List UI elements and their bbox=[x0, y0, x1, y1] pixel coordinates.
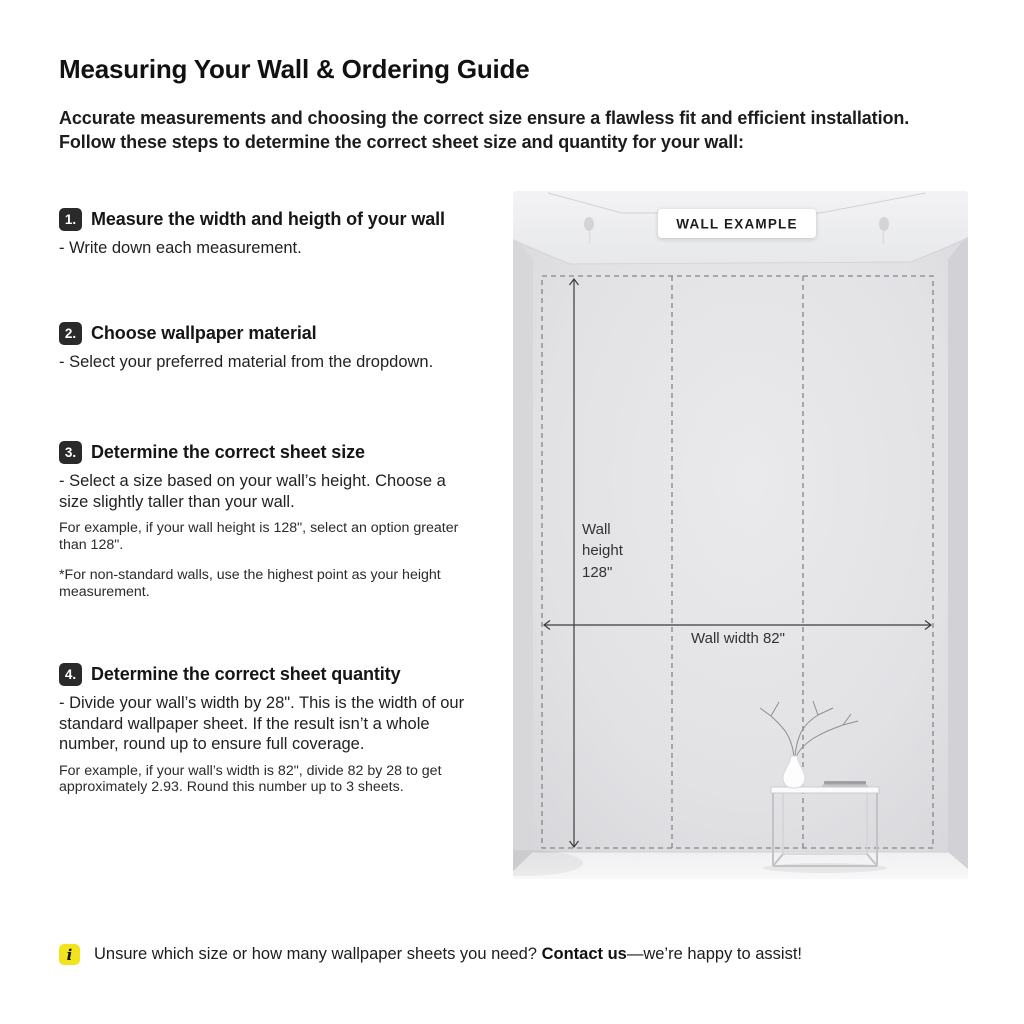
step-note-line: measurement. bbox=[59, 583, 150, 600]
step-example-line: than 128". bbox=[59, 536, 124, 553]
step-heading: Determine the correct sheet size bbox=[91, 442, 365, 462]
svg-text:Wall: Wall bbox=[582, 521, 611, 538]
step-body-line: - Select your preferred material from the dropdown. bbox=[59, 353, 434, 371]
svg-text:WALL EXAMPLE: WALL EXAMPLE bbox=[676, 216, 798, 232]
room-photo bbox=[513, 191, 968, 879]
step-example-line: approximately 2.93. Round this number up to 3 sheets. bbox=[59, 779, 404, 795]
step-sheet-quantity bbox=[59, 663, 464, 796]
right-side-wall bbox=[948, 235, 968, 869]
step-note-line: *For non-standard walls, use the highest point as your height bbox=[59, 567, 441, 583]
table-top bbox=[771, 787, 879, 793]
step-choose-material bbox=[59, 322, 433, 373]
footer-text-before: Unsure which size or how many wallpaper sheets you need? bbox=[94, 945, 542, 963]
footer-text bbox=[94, 945, 802, 964]
step-body-line: standard wallpaper sheet. If the result isn’t a whole bbox=[59, 714, 430, 733]
contact-us-link[interactable]: Contact us bbox=[541, 945, 627, 963]
svg-text:height: height bbox=[582, 542, 623, 559]
step-number-badge: 3. bbox=[59, 441, 82, 464]
step-example-line: For example, if your wall’s width is 82", divide 82 by 28 to get bbox=[59, 762, 442, 779]
step-heading: Measure the width and heigth of your wall bbox=[91, 209, 445, 229]
step-number-badge: 1. bbox=[59, 208, 82, 231]
step-number-badge: 2. bbox=[59, 322, 82, 345]
wall-width-label: Wall width 82" bbox=[691, 630, 785, 647]
step-sheet-size bbox=[59, 441, 458, 600]
left-side-wall bbox=[513, 237, 533, 871]
step-body-line: size slightly taller than your wall. bbox=[59, 492, 295, 511]
svg-text:128": 128" bbox=[582, 564, 613, 581]
step-body-line: - Divide your wall’s width by 28". This is the width of our bbox=[59, 694, 465, 712]
step-number-badge: 4. bbox=[59, 663, 82, 686]
step-body-line: number, round up to ensure full coverage. bbox=[59, 735, 365, 753]
wall-example-badge bbox=[658, 209, 816, 238]
page-title: Measuring Your Wall & Ordering Guide bbox=[59, 54, 530, 84]
intro-line: Accurate measurements and choosing the correct size ensure a flawless fit and efficient installation. bbox=[59, 108, 910, 128]
info-icon: i bbox=[59, 944, 80, 965]
footer-help-note bbox=[59, 944, 802, 965]
wall-example-illustration bbox=[513, 191, 968, 879]
step-heading: Determine the correct sheet quantity bbox=[91, 664, 401, 684]
step-body-line: - Select a size based on your wall’s height. Choose a bbox=[59, 472, 446, 490]
footer-text-after: —we’re happy to assist! bbox=[626, 945, 803, 963]
intro-line: Follow these steps to determine the correct sheet size and quantity for your wall: bbox=[59, 132, 744, 152]
step-heading: Choose wallpaper material bbox=[91, 323, 317, 343]
intro-text bbox=[59, 106, 909, 154]
step-measure-wall bbox=[59, 208, 445, 259]
books bbox=[822, 781, 868, 788]
step-body-line: - Write down each measurement. bbox=[59, 239, 302, 257]
step-example-line: For example, if your wall height is 128", select an option greater bbox=[59, 520, 459, 536]
